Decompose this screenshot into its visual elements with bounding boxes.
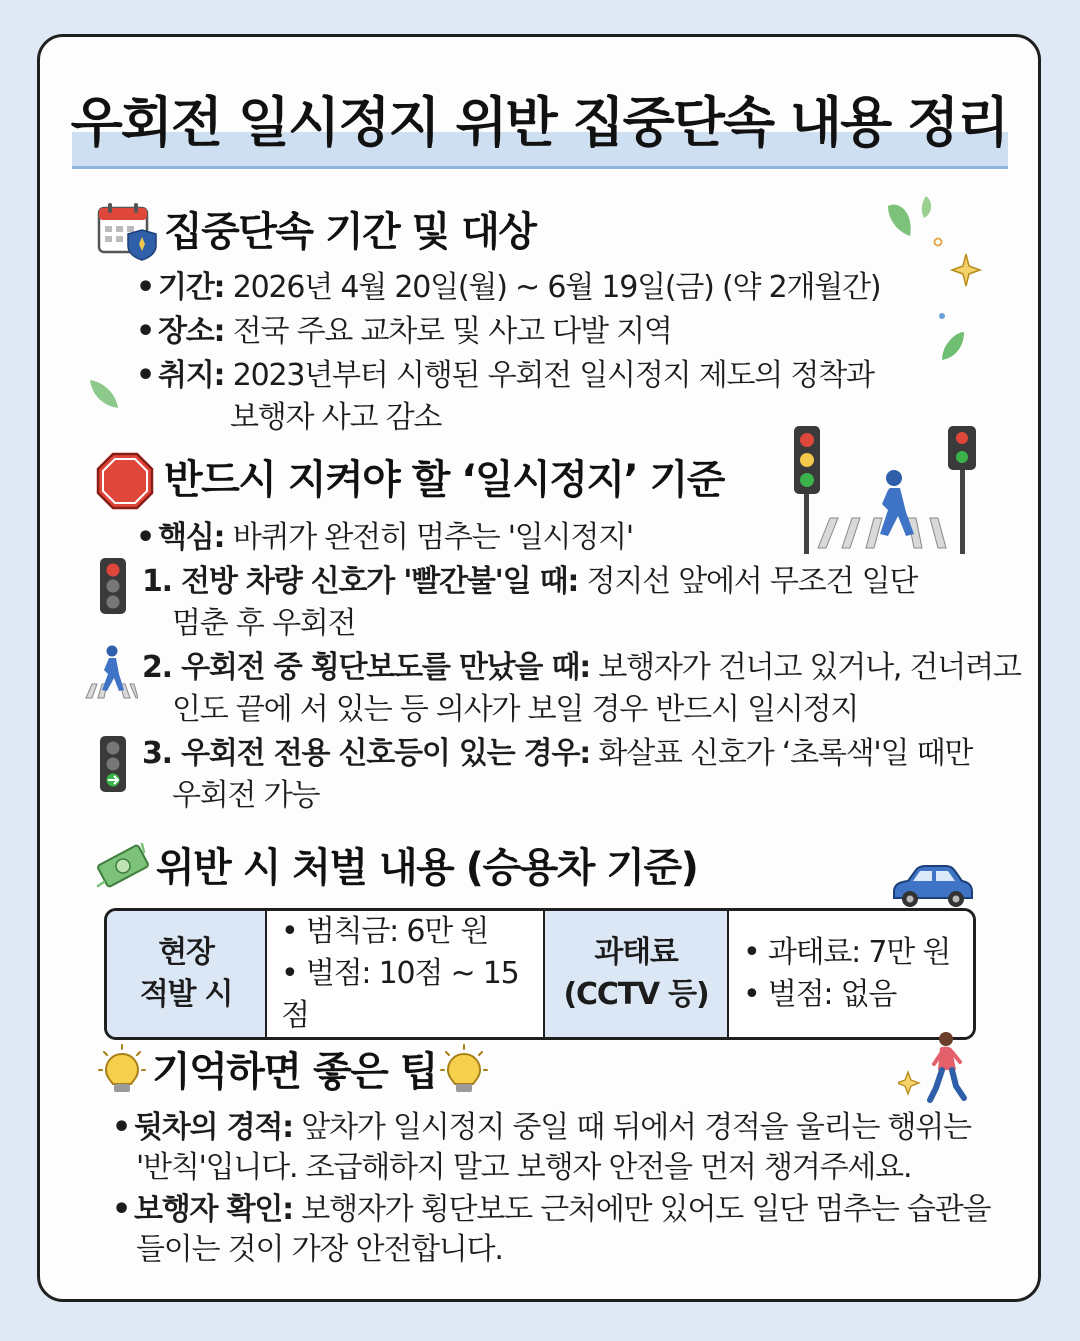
leaf-decoration-icon xyxy=(86,376,126,416)
money-icon xyxy=(96,842,150,890)
tip1-line2: '반칙'입니다. 조급해하지 말고 보행자 안전을 먼저 챙겨주세요. xyxy=(136,1150,912,1185)
period-value: 2026년 4월 20일(월) ~ 6월 19일(금) (약 2개월간) xyxy=(232,270,881,305)
purpose-label: 취지: xyxy=(158,358,225,393)
page-title: 우회전 일시정지 위반 집중단속 내용 정리 xyxy=(70,91,1008,154)
core-label: 핵심: xyxy=(158,520,225,555)
rule3-label: 3. 우회전 전용 신호등이 있는 경우: xyxy=(142,736,591,771)
rule1-value: 정지선 앞에서 무조건 일단 xyxy=(586,564,918,599)
rule2-row xyxy=(142,646,1021,690)
cctv-label-line1: 과태료 xyxy=(594,935,678,970)
light-bulb-icon xyxy=(440,1044,488,1096)
tip2-value: 보행자가 횡단보도 근처에만 있어도 일단 멈추는 습관을 xyxy=(301,1192,991,1227)
core-row: • 핵심: 바퀴가 완전히 멈추는 '일시정지' xyxy=(136,520,633,555)
traffic-light-red-icon xyxy=(98,556,128,616)
tip1-value: 앞차가 일시정지 중일 때 뒤에서 경적을 울리는 행위는 xyxy=(301,1110,971,1145)
cctv-label-line2: (CCTV 등) xyxy=(563,977,709,1012)
section-heading-criteria: 반드시 지켜야 할 ‘일시정지’ 기준 xyxy=(164,457,724,503)
place-value: 전국 주요 교차로 및 사고 다발 지역 xyxy=(232,314,672,349)
rule2-line2: 인도 끝에 서 있는 등 의사가 보일 경우 반드시 일시정지 xyxy=(172,692,859,727)
onsite-value-cell xyxy=(267,911,545,1037)
rule2-value: 보행자가 건너고 있거나, 건너려고 xyxy=(598,650,1021,685)
rule3-value: 화살표 신호가 ‘초록색'일 때만 xyxy=(598,736,973,771)
section-heading-period: 집중단속 기간 및 대상 xyxy=(164,209,536,255)
tip1-label: 뒷차의 경적: xyxy=(134,1110,293,1145)
purpose-row: • 취지: 2023년부터 시행된 우회전 일시정지 제도의 정착과 xyxy=(136,358,874,393)
rule1-label: 1. 전방 차량 신호가 '빨간불'일 때: xyxy=(142,564,579,599)
cctv-value-cell xyxy=(729,911,973,1037)
rule3-row xyxy=(142,732,972,776)
period-row: • 기간: 2026년 4월 20일(월) ~ 6월 19일(금) (약 2개월간) xyxy=(136,270,881,305)
cctv-points: • 벌점: 없음 xyxy=(743,977,897,1012)
penalty-table xyxy=(104,908,976,1040)
purpose-line2: 보행자 사고 감소 xyxy=(230,400,442,435)
traffic-light-arrow-icon xyxy=(98,734,128,794)
leaf-decoration-icon xyxy=(880,192,990,362)
place-row: • 장소: 전국 주요 교차로 및 사고 다발 지역 xyxy=(136,314,672,349)
light-bulb-icon xyxy=(98,1044,146,1096)
cctv-fine: • 과태료: 7만 원 xyxy=(743,935,951,970)
rule2-label: 2. 우회전 중 횡단보도를 만났을 때: xyxy=(142,650,591,685)
onsite-label-cell xyxy=(107,911,267,1037)
car-icon xyxy=(888,862,974,910)
tip1-row: • 뒷차의 경적: 앞차가 일시정지 중일 때 뒤에서 경적을 울리는 행위는 xyxy=(112,1110,971,1145)
onsite-label-line1: 현장 xyxy=(158,935,214,970)
tip2-label: 보행자 확인: xyxy=(134,1192,293,1227)
calendar-badge-icon xyxy=(96,200,160,262)
core-value: 바퀴가 완전히 멈추는 '일시정지' xyxy=(232,520,633,555)
rule3-line2: 우회전 가능 xyxy=(172,778,320,813)
period-label: 기간: xyxy=(158,270,225,305)
walking-person-icon xyxy=(898,1030,974,1106)
crosswalk-illustration-icon xyxy=(790,424,986,558)
section-heading-penalty: 위반 시 처벌 내용 (승용차 기준) xyxy=(156,845,698,891)
rule1-line2: 멈춘 후 우회전 xyxy=(172,606,356,641)
pedestrian-crossing-icon xyxy=(84,644,138,700)
section-heading-tips: 기억하면 좋은 팁 xyxy=(152,1049,437,1095)
onsite-label-line2: 적발 시 xyxy=(139,977,233,1012)
onsite-points: • 벌점: 10점 ~ 15점 xyxy=(281,956,519,1033)
tip2-row: • 보행자 확인: 보행자가 횡단보도 근처에만 있어도 일단 멈추는 습관을 xyxy=(112,1192,991,1227)
place-label: 장소: xyxy=(158,314,225,349)
stop-sign-icon xyxy=(96,452,154,510)
rule1-row xyxy=(142,560,917,604)
purpose-value: 2023년부터 시행된 우회전 일시정지 제도의 정착과 xyxy=(232,358,874,393)
onsite-fine: • 범칙금: 6만 원 xyxy=(281,914,489,949)
cctv-label-cell xyxy=(545,911,729,1037)
tip2-line2: 들이는 것이 가장 안전합니다. xyxy=(136,1232,503,1267)
